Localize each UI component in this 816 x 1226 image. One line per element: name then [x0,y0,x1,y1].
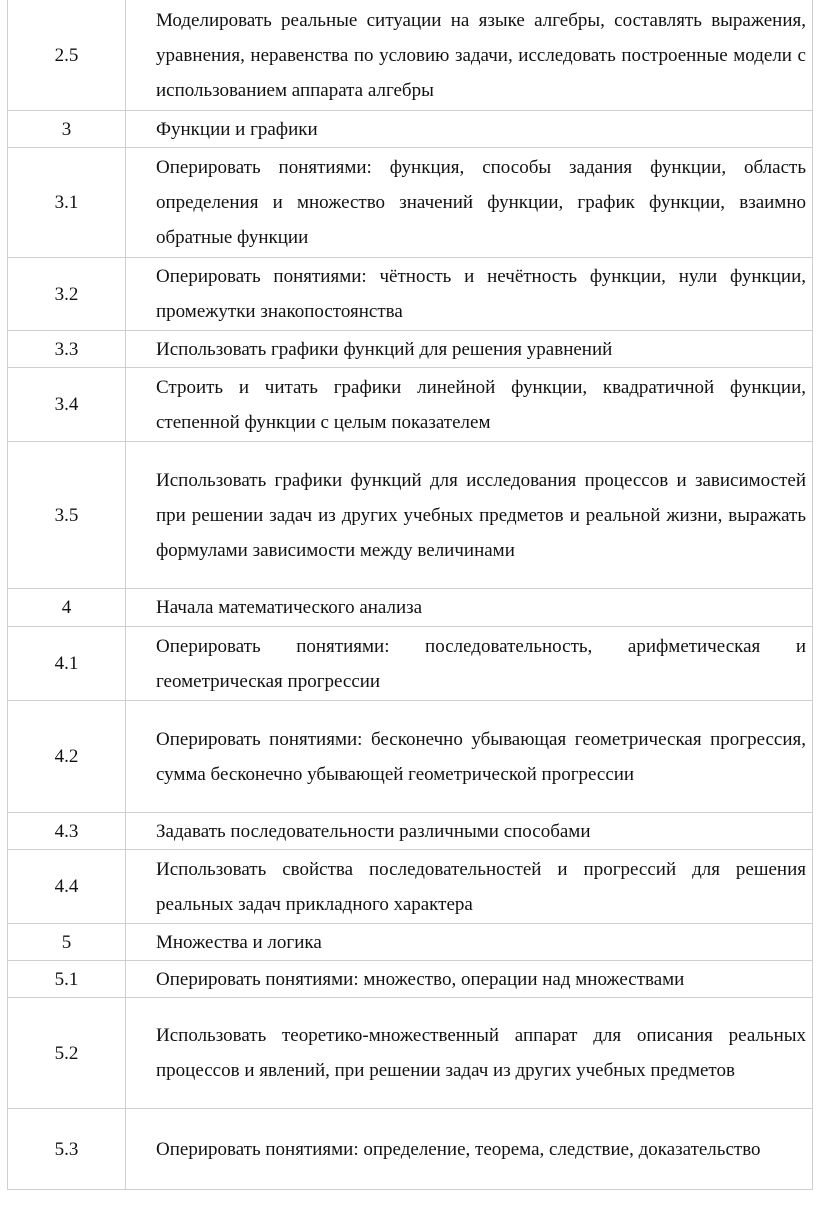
row-description: Использовать свойства последовательностей и прогрессий для решения реальных задач прикладного характера [126,850,813,924]
row-description: Оперировать понятиями: чётность и нечётность функции, нули функции, промежутки знакопостоянства [126,258,813,331]
table-row [8,0,813,111]
table-row [8,627,813,701]
table-body [8,0,813,1190]
row-description: Оперировать понятиями: определение, теорема, следствие, доказательство [126,1109,813,1190]
row-description: Функции и графики [126,111,813,148]
row-number: 3.4 [8,368,126,442]
row-number: 5.1 [8,961,126,998]
row-number: 3.2 [8,258,126,331]
table-row [8,589,813,627]
row-description: Задавать последовательности различными способами [126,813,813,850]
row-number: 3 [8,111,126,148]
row-description: Множества и логика [126,924,813,961]
table-row [8,442,813,589]
row-description: Использовать теоретико-множественный аппарат для описания реальных процессов и явлений, при решении задач из других учебных предметов [126,998,813,1109]
table-row [8,701,813,813]
row-description: Строить и читать графики линейной функции, квадратичной функции, степенной функции с целым показателем [126,368,813,442]
table-row [8,258,813,331]
table-row [8,148,813,258]
curriculum-table [7,0,813,1190]
table-row [8,850,813,924]
row-description: Оперировать понятиями: последовательность, арифметическая и геометрическая прогрессии [126,627,813,701]
row-description: Оперировать понятиями: множество, операции над множествами [126,961,813,998]
row-number: 3.1 [8,148,126,258]
table-row [8,924,813,961]
row-number: 5 [8,924,126,961]
row-number: 4.3 [8,813,126,850]
row-description: Начала математического анализа [126,589,813,627]
table-row [8,961,813,998]
row-number: 3.3 [8,331,126,368]
table-row [8,368,813,442]
table-row [8,111,813,148]
row-description: Оперировать понятиями: функция, способы задания функции, область определения и множество значений функции, график функции, взаимно обратные функции [126,148,813,258]
row-description: Использовать графики функций для исследования процессов и зависимостей при решении задач из других учебных предметов и реальной жизни, выражать формулами зависимости между величинами [126,442,813,589]
row-number: 2.5 [8,0,126,111]
row-number: 5.2 [8,998,126,1109]
row-description: Моделировать реальные ситуации на языке алгебры, составлять выражения, уравнения, неравенства по условию задачи, исследовать построенные модели с использованием аппарата алгебры [126,0,813,111]
row-number: 4.2 [8,701,126,813]
row-number: 4.1 [8,627,126,701]
table-row [8,331,813,368]
row-number: 4 [8,589,126,627]
row-number: 3.5 [8,442,126,589]
row-number: 4.4 [8,850,126,924]
row-description: Использовать графики функций для решения уравнений [126,331,813,368]
table-row [8,998,813,1109]
table-row [8,813,813,850]
row-number: 5.3 [8,1109,126,1190]
table-row [8,1109,813,1190]
row-description: Оперировать понятиями: бесконечно убывающая геометрическая прогрессия, сумма бесконечно убывающей геометрической прогрессии [126,701,813,813]
